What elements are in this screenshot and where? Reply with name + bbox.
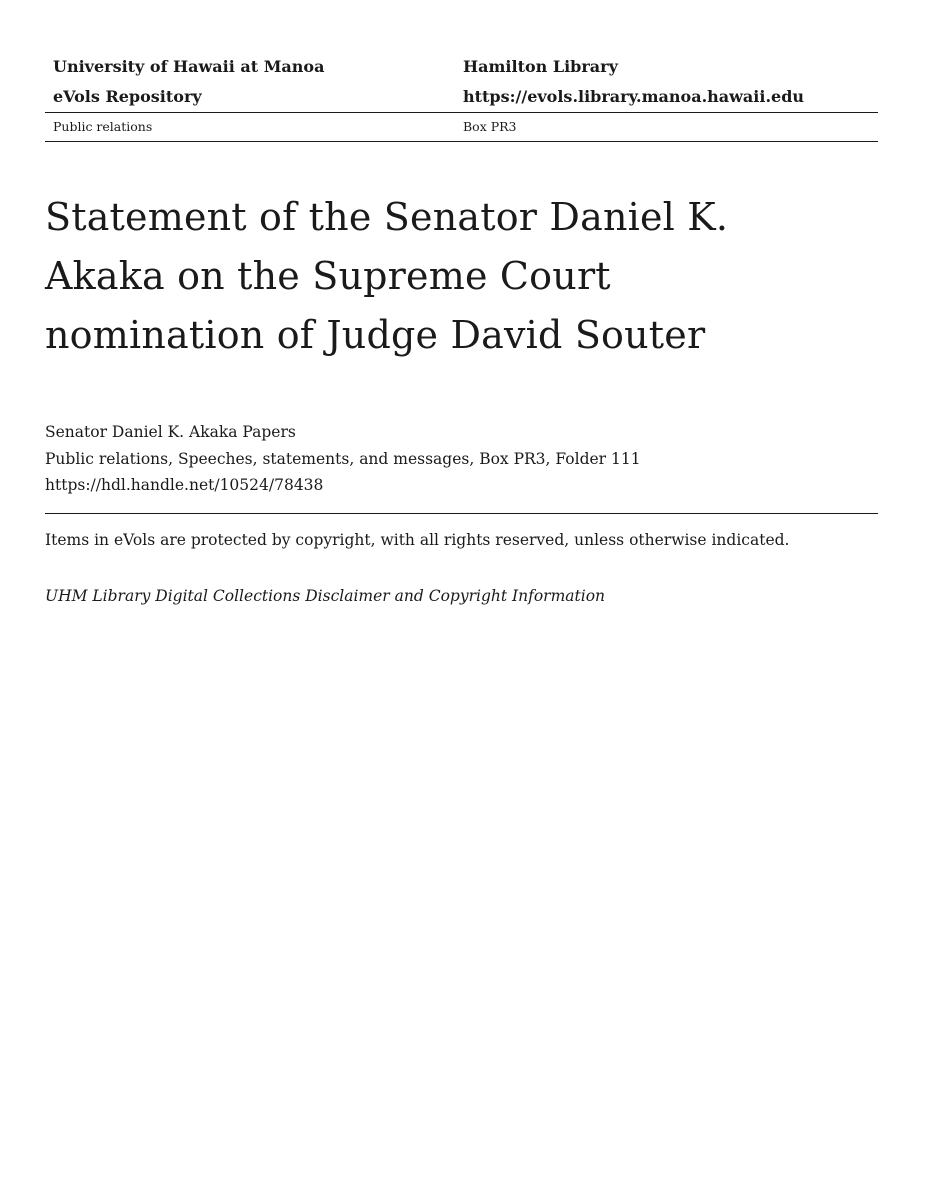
- disclaimer-link[interactable]: UHM Library Digital Collections Disclaimer and Copyright Information: [45, 587, 606, 605]
- document-title: [45, 188, 805, 365]
- header: [45, 52, 878, 142]
- header-row-top: [45, 52, 878, 82]
- repository-name: eVols Repository: [53, 87, 202, 106]
- header-divider-bottom: [45, 141, 878, 142]
- header-row-second: [45, 82, 878, 112]
- collection-series: Public relations: [53, 119, 153, 134]
- institution-name: University of Hawaii at Manoa: [53, 57, 325, 76]
- folder-location: Public relations, Speeches, statements, and messages, Box PR3, Folder 111: [45, 449, 641, 468]
- box-label: Box PR3: [463, 119, 517, 134]
- title-line: Akaka on the Supreme Court: [45, 254, 611, 298]
- repository-url-link[interactable]: https://evols.library.manoa.hawaii.edu: [463, 87, 805, 106]
- section-divider: [45, 513, 878, 514]
- collection-info: [45, 419, 878, 499]
- meta-row: [45, 113, 878, 141]
- library-name: Hamilton Library: [463, 57, 618, 76]
- title-line: Statement of the Senator Daniel K.: [45, 195, 729, 239]
- title-line: nomination of Judge David Souter: [45, 313, 706, 357]
- rights-statement: Items in eVols are protected by copyright, with all rights reserved, unless otherwise indicated.: [45, 531, 790, 549]
- collection-name: Senator Daniel K. Akaka Papers: [45, 423, 296, 441]
- handle-link[interactable]: https://hdl.handle.net/10524/78438: [45, 476, 324, 494]
